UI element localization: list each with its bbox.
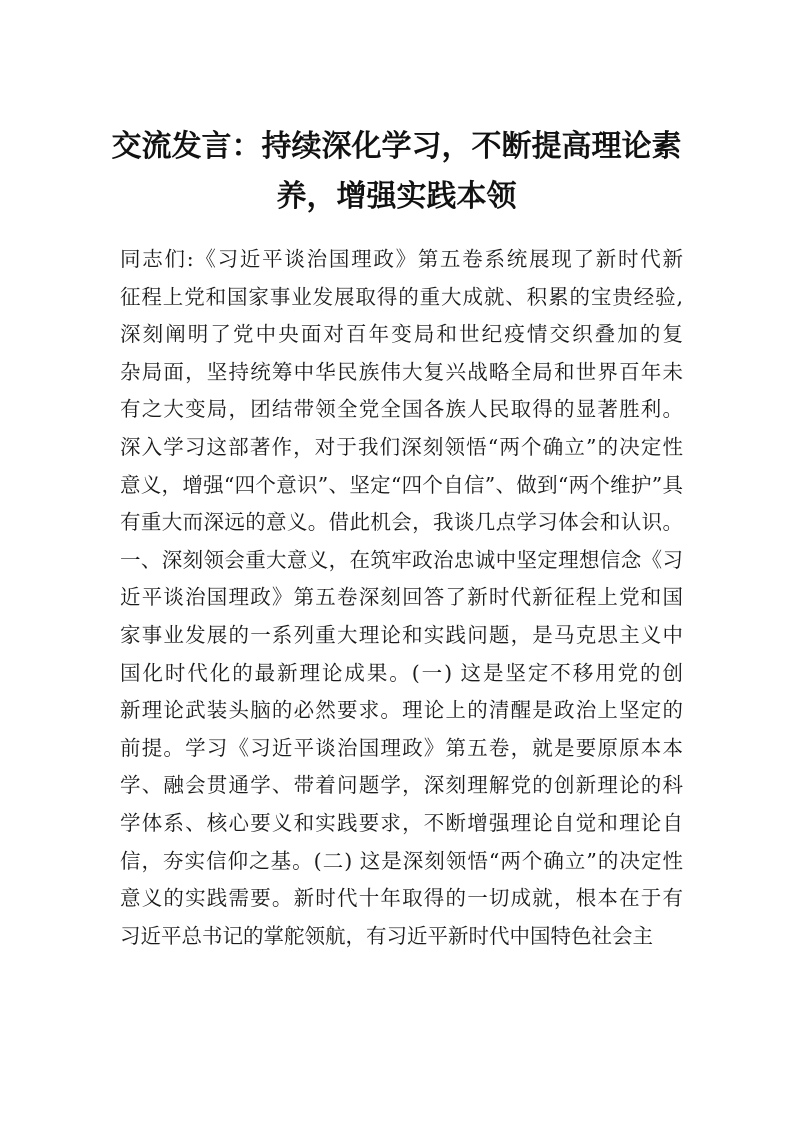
body-line: 新理论武装头脑的必然要求。理论上的清醒是政治上坚定的 [120,698,683,723]
body-line: 有重大而深远的意义。借此机会，我谈几点学习体会和认识。 [120,510,683,535]
body-line: 学、融会贯通学、带着问题学，深刻理解党的创新理论的科 [120,773,683,798]
body-line: 深入学习这部著作，对于我们深刻领悟“两个确立”的决定性 [120,434,683,459]
document-title [110,122,683,222]
body-line: 前提。学习《习近平谈治国理政》第五卷，就是要原原本本 [120,735,683,760]
body-line: 一、深刻领会重大意义，在筑牢政治忠诚中坚定理想信念《习 [120,547,683,572]
body-line: 有之大变局，团结带领全党全国各族人民取得的显著胜利。 [120,397,683,422]
title-line-2: 养，增强实践本领 [276,179,517,214]
body-line: 信，夯实信仰之基。(二) 这是深刻领悟“两个确立”的决定性 [120,848,683,873]
document-body [120,241,683,955]
body-line: 学体系、核心要义和实践要求，不断增强理论自觉和理论自 [120,810,683,835]
body-line: 家事业发展的一系列重大理论和实践问题，是马克思主义中 [120,622,683,647]
body-line: 杂局面，坚持统筹中华民族伟大复兴战略全局和世界百年未 [120,359,683,384]
body-line: 征程上党和国家事业发展取得的重大成就、积累的宝贵经验, [120,284,683,309]
body-line: 深刻阐明了党中央面对百年变局和世纪疫情交织叠加的复 [120,322,683,347]
body-line: 意义的实践需要。新时代十年取得的一切成就，根本在于有 [120,886,683,911]
title-line-1: 交流发言：持续深化学习，不断提高理论素 [111,129,682,164]
body-line: 意义，增强“四个意识”、坚定“四个自信”、做到“两个维护”具 [120,472,683,497]
body-line: 同志们:《习近平谈治国理政》第五卷系统展现了新时代新 [120,247,683,271]
body-line: 近平谈治国理政》第五卷深刻回答了新时代新征程上党和国 [120,585,683,610]
body-line: 习近平总书记的掌舵领航，有习近平新时代中国特色社会主 [120,923,653,948]
body-line: 国化时代化的最新理论成果。(一) 这是坚定不移用党的创 [120,660,683,685]
